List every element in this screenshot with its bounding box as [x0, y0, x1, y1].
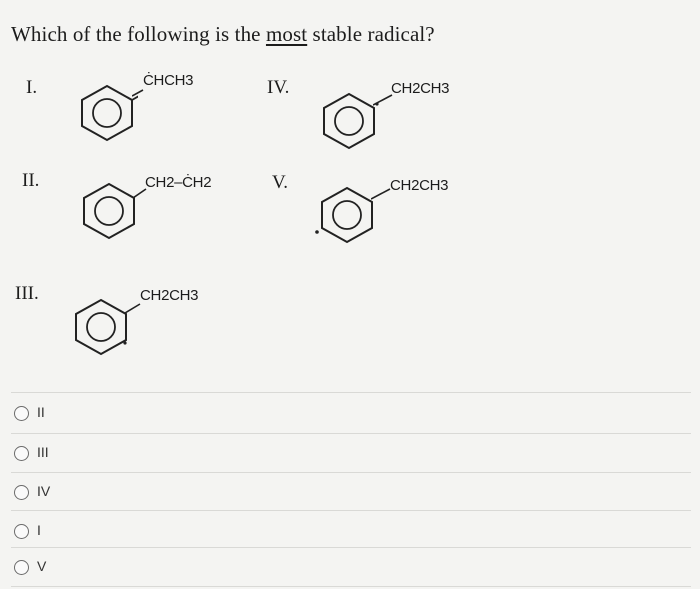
- bond-line: [371, 186, 391, 200]
- substituent-label: CH2CH3: [390, 177, 449, 194]
- option-row[interactable]: [0, 513, 700, 549]
- divider: [11, 392, 691, 393]
- radio-button[interactable]: [14, 560, 29, 575]
- substituent-label: CH2CH3: [140, 287, 199, 304]
- structure-numeral: II.: [22, 170, 40, 191]
- option-row[interactable]: [0, 474, 700, 510]
- option-row[interactable]: [0, 549, 700, 585]
- question-emphasis: most: [265, 22, 308, 46]
- substituent-label: CH2CH3: [391, 80, 450, 97]
- benzene-ring: [78, 178, 140, 244]
- divider: [11, 472, 691, 473]
- substituent-label: ĊHCH3: [143, 72, 194, 89]
- structure-numeral: V.: [272, 172, 289, 193]
- question-text: [11, 22, 435, 47]
- benzene-ring: [76, 80, 138, 146]
- substituent-label: CH2–ĊH2: [145, 174, 212, 191]
- divider: [11, 433, 691, 434]
- benzene-ring: [312, 182, 378, 248]
- divider: [11, 547, 691, 548]
- bond-line: [373, 92, 393, 106]
- option-row[interactable]: [0, 435, 700, 471]
- option-label[interactable]: III: [37, 444, 49, 460]
- option-label[interactable]: I: [37, 522, 41, 538]
- radio-button[interactable]: [14, 406, 29, 421]
- divider: [11, 586, 691, 587]
- structure-numeral: IV.: [267, 77, 290, 98]
- benzene-ring: [70, 294, 132, 360]
- benzene-ring: [318, 88, 380, 154]
- option-label[interactable]: V: [37, 558, 47, 574]
- option-label[interactable]: II: [37, 404, 45, 420]
- structure-numeral: I.: [26, 77, 38, 98]
- question-suffix: stable radical?: [307, 22, 435, 46]
- option-label[interactable]: IV: [37, 483, 51, 499]
- radio-button[interactable]: [14, 524, 29, 539]
- radio-button[interactable]: [14, 446, 29, 461]
- divider: [11, 510, 691, 511]
- structure-numeral: III.: [15, 283, 39, 304]
- bond-line: [125, 300, 141, 314]
- option-row[interactable]: [0, 395, 700, 431]
- radio-button[interactable]: [14, 485, 29, 500]
- question-prefix: Which of the following is the: [11, 22, 266, 46]
